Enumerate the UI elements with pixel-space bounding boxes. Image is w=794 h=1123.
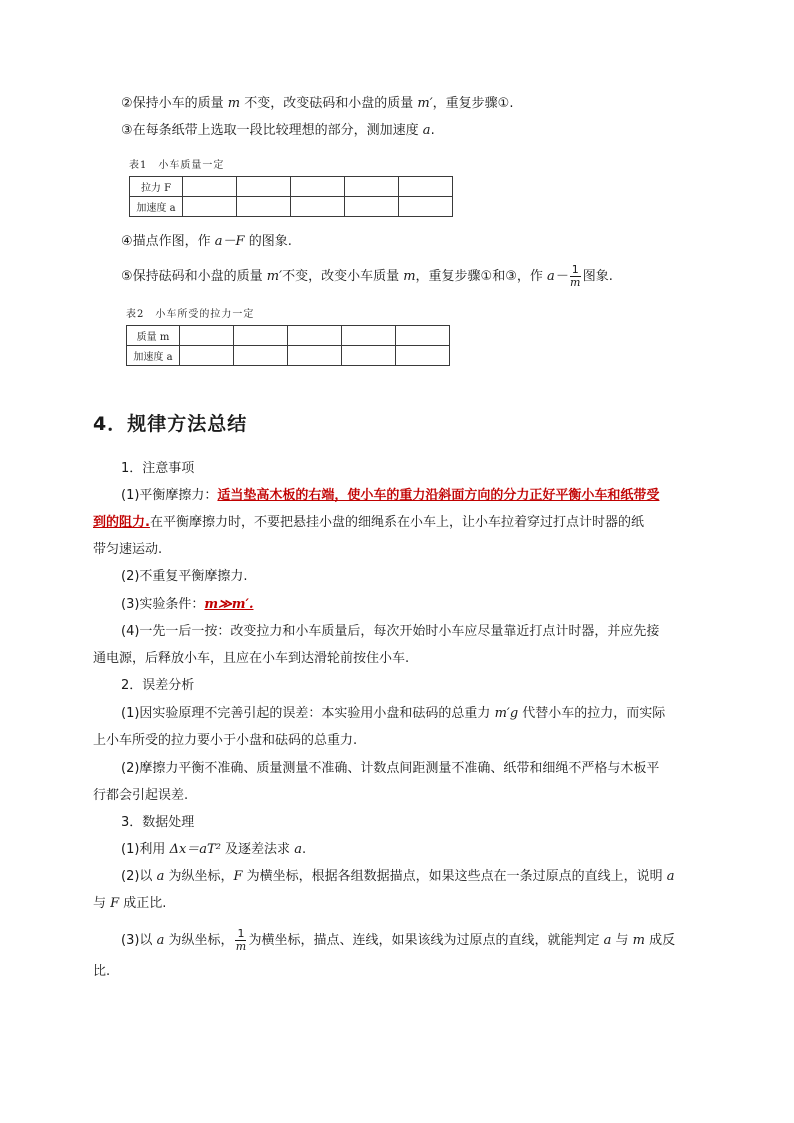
step-3-text: . (430, 123, 435, 138)
var-a: a (156, 869, 165, 884)
var-a: a (294, 842, 302, 857)
data-1 (121, 840, 306, 860)
note-1-text: 在平衡摩擦力时，不要把悬挂小盘的细绳系在小车上，让小车拉着穿过打点计时器的纸 (149, 515, 644, 530)
table-row (127, 346, 450, 366)
step-5-text: ，重复步骤①和③，作 (415, 269, 547, 284)
data-heading: 3．数据处理 (121, 815, 195, 830)
table-cell (288, 326, 342, 346)
section-4-title: 4．规律方法总结 (93, 413, 248, 435)
fraction-denominator: m (235, 940, 247, 953)
table-1 (129, 176, 453, 217)
note-1-highlight: 到的阻力. (93, 515, 150, 530)
data-2-text: (2)以 (121, 869, 157, 884)
error-1-line-1 (121, 704, 665, 724)
error-1-text: (1)因实验原理不完善引起的误差：本实验用小盘和砝码的总重力 (121, 706, 495, 721)
fraction-1-over-m (235, 928, 246, 953)
table-cell (342, 346, 396, 366)
table-cell (342, 326, 396, 346)
note-3 (121, 595, 254, 615)
table-cell (399, 177, 453, 197)
notes-heading: 1．注意事项 (121, 461, 195, 476)
data-3-line-1 (121, 926, 675, 956)
error-2-line-2: 行都会引起误差. (93, 788, 189, 803)
var-a: a (156, 933, 165, 948)
var-m-prime: m′ (417, 96, 433, 111)
table-row-header: 加速度 a (127, 346, 180, 366)
fraction-numerator: 1 (571, 263, 579, 276)
table-1-caption: 表1 小车质量一定 (129, 160, 225, 171)
table-cell (399, 197, 453, 217)
table-cell (234, 346, 288, 366)
data-3-text: 与 (611, 933, 633, 948)
fraction-1-over-m (570, 264, 581, 289)
note-1-label: (1)平衡摩擦力： (121, 488, 218, 503)
step-2-text: 不变，改变砝码和小盘的质量 (240, 96, 418, 111)
error-1-text: 代替小车的拉力，而实际 (518, 706, 666, 721)
note-1-line-2 (93, 513, 644, 533)
data-2-line-2 (93, 894, 166, 914)
table-row-header: 质量 m (127, 326, 180, 346)
step-2-text: ，重复步骤①. (432, 96, 514, 111)
data-3-text: 为横坐标，描点、连线，如果该线为过原点的直线，就能判定 (248, 933, 604, 948)
table-cell (291, 197, 345, 217)
step-2 (121, 94, 513, 114)
table-cell (180, 326, 234, 346)
errors-heading: 2．误差分析 (121, 678, 195, 693)
table-row (130, 197, 453, 217)
data-3-text: (3)以 (121, 933, 157, 948)
step-5-text: 图象. (582, 269, 613, 284)
note-1-highlight: 适当垫高木板的右端，使小车的重力沿斜面方向的分力正好平衡小车和纸带受 (217, 488, 660, 503)
note-2: (2)不重复平衡摩擦力. (121, 569, 248, 584)
step-5-text: 不变，改变小车质量 (282, 269, 404, 284)
var-mg: m′g (494, 706, 519, 721)
step-4-text: 的图象. (244, 234, 292, 249)
table-2-caption: 表2 小车所受的拉力一定 (126, 309, 255, 320)
table-cell (291, 177, 345, 197)
data-2-line-1 (121, 867, 675, 887)
error-1-line-2: 上小车所受的拉力要小于小盘和砝码的总重力. (93, 733, 358, 748)
var-m: m (403, 269, 416, 284)
data-1-text: . (301, 842, 307, 857)
table-cell (396, 326, 450, 346)
var-m: m (632, 933, 645, 948)
error-2-line-1: (2)摩擦力平衡不准确、质量测量不准确、计数点间距测量不准确、纸带和细绳不严格与木板平 (121, 761, 660, 776)
data-3-text: 成反 (644, 933, 676, 948)
data-2-text: 成正比. (119, 896, 167, 911)
table-cell (183, 197, 237, 217)
var-a: a (422, 123, 431, 138)
table-cell (234, 326, 288, 346)
table-cell (345, 197, 399, 217)
step-4 (121, 232, 292, 252)
table-cell (396, 346, 450, 366)
var-m: m (227, 96, 241, 111)
var-a: a (603, 933, 612, 948)
var-F: F (110, 896, 120, 911)
var-a: a (666, 869, 675, 884)
note-3-highlight: m≫m′. (204, 597, 254, 612)
table-row (130, 177, 453, 197)
table-cell (345, 177, 399, 197)
table-row-header: 拉力 F (130, 177, 183, 197)
table-row-header: 加速度 a (130, 197, 183, 217)
table-cell (237, 177, 291, 197)
var-F: F (233, 869, 243, 884)
table-row (127, 326, 450, 346)
formula-a-minus: a－ (547, 269, 568, 284)
table-cell (180, 346, 234, 366)
fraction-denominator: m (570, 276, 581, 289)
step-5-text: ⑤保持砝码和小盘的质量 (121, 269, 267, 284)
note-4-line-1: (4)一先一后一按：改变拉力和小车质量后，每次开始时小车应尽量靠近打点计时器，并应先接 (121, 624, 660, 639)
step-2-text: ②保持小车的质量 (121, 96, 228, 111)
data-2-text: 为横坐标，根据各组数据描点，如果这些点在一条过原点的直线上，说明 (242, 869, 667, 884)
table-cell (237, 197, 291, 217)
step-3 (121, 121, 435, 141)
note-1-line-1 (121, 486, 659, 506)
formula-delta-x: Δx＝aT² (169, 842, 221, 857)
data-3-text: 为纵坐标， (164, 933, 234, 948)
table-2 (126, 325, 450, 366)
formula-a-F: a－F (214, 234, 245, 249)
data-2-text: 与 (93, 896, 111, 911)
var-m-prime: m′ (266, 269, 283, 284)
fraction-numerator: 1 (237, 927, 245, 940)
data-1-text: 及逐差法求 (220, 842, 295, 857)
data-2-text: 为纵坐标， (164, 869, 234, 884)
data-1-text: (1)利用 (121, 842, 170, 857)
step-4-text: ④描点作图，作 (121, 234, 215, 249)
table-cell (288, 346, 342, 366)
note-1-line-3: 带匀速运动. (93, 542, 163, 557)
table-cell (183, 177, 237, 197)
note-3-label: (3)实验条件： (121, 597, 205, 612)
step-3-text: ③在每条纸带上选取一段比较理想的部分，测加速度 (121, 123, 423, 138)
step-5 (121, 262, 613, 292)
data-3-line-2: 比. (93, 964, 111, 979)
note-4-line-2: 通电源，后释放小车，且应在小车到达滑轮前按住小车. (93, 651, 410, 666)
